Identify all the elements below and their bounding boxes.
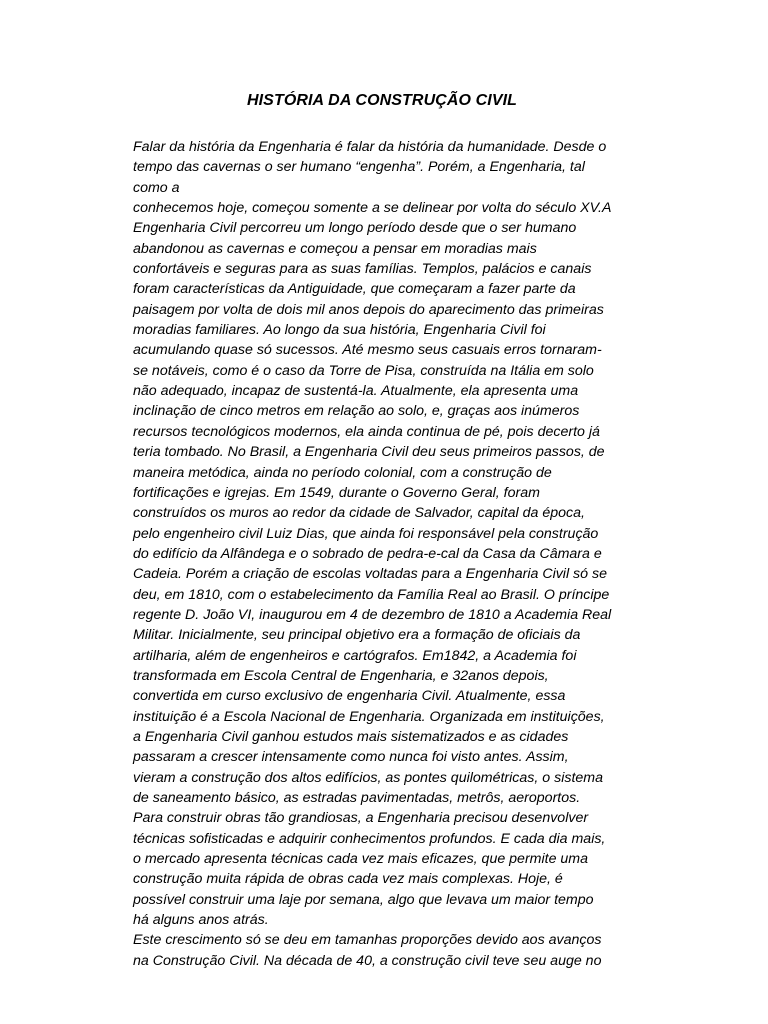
text-line: vieram a construção dos altos edifícios, as pontes quilométricas, o sistema bbox=[133, 769, 603, 786]
text-line: Falar da história da Engenharia é falar da história da humanidade. Desde o bbox=[133, 139, 607, 155]
text-line: confortáveis e seguras para as suas famílias. Templos, palácios e canais bbox=[133, 261, 592, 278]
text-line: não adequado, incapaz de sustentá-la. Atualmente, ela apresenta uma bbox=[133, 383, 579, 400]
text-line: teria tombado. No Brasil, a Engenharia Civil deu seus primeiros passos, de bbox=[133, 444, 605, 461]
text-line: Para construir obras tão grandiosas, a Engenharia precisou desenvolver bbox=[133, 810, 589, 827]
text-line: tempo das cavernas o ser humano “engenha”. Porém, a Engenharia, tal bbox=[133, 159, 585, 176]
text-line: como a bbox=[133, 179, 180, 196]
text-line: Cadeia. Porém a criação de escolas voltadas para a Engenharia Civil só se bbox=[133, 566, 607, 583]
text-line: Militar. Inicialmente, seu principal objetivo era a formação de oficiais da bbox=[133, 627, 581, 644]
text-line: fortificações e igrejas. Em 1549, durante o Governo Geral, foram bbox=[133, 484, 540, 501]
text-line: técnicas sofisticadas e adquirir conhecimentos profundos. E cada dia mais, bbox=[133, 830, 606, 847]
text-line: inclinação de cinco metros em relação ao solo, e, graças aos inúmeros bbox=[133, 403, 580, 420]
text-line: Engenharia Civil percorreu um longo período desde que o ser humano bbox=[133, 220, 577, 237]
text-line: deu, em 1810, com o estabelecimento da Família Real ao Brasil. O príncipe bbox=[133, 586, 610, 603]
text-line: na Construção Civil. Na década de 40, a construção civil teve seu auge no bbox=[133, 952, 602, 969]
document-title: HISTÓRIA DA CONSTRUÇÃO CIVIL bbox=[246, 92, 518, 109]
text-line: artilharia, além de engenheiros e cartógrafos. Em1842, a Academia foi bbox=[133, 647, 577, 664]
text-line: o mercado apresenta técnicas cada vez mais eficazes, que permite uma bbox=[133, 851, 589, 868]
text-line: recursos tecnológicos modernos, ela ainda continua de pé, pois decerto já bbox=[133, 423, 600, 440]
text-line: se notáveis, como é o caso da Torre de Pisa, construída na Itália em solo bbox=[133, 362, 594, 379]
text-line: pelo engenheiro civil Luiz Dias, que ainda foi responsável pela construção bbox=[133, 525, 599, 542]
text-line: maneira metódica, ainda no período colonial, com a construção de bbox=[133, 464, 552, 481]
text-line: moradias familiares. Ao longo da sua história, Engenharia Civil foi bbox=[133, 322, 546, 339]
text-line: convertida em curso exclusivo de engenharia Civil. Atualmente, essa bbox=[133, 688, 566, 705]
text-line: foram características da Antiguidade, que começaram a fazer parte da bbox=[133, 281, 576, 298]
text-line: possível construir uma laje por semana, algo que levava um maior tempo bbox=[133, 891, 594, 908]
text-line: instituição é a Escola Nacional de Engenharia. Organizada em instituições, bbox=[133, 708, 605, 725]
text-line: paisagem por volta de dois mil anos depois do aparecimento das primeiras bbox=[133, 301, 604, 318]
text-line: abandonou as cavernas e começou a pensar em moradias mais bbox=[133, 240, 537, 257]
document-body bbox=[133, 137, 673, 971]
text-line: a Engenharia Civil ganhou estudos mais sistematizados e as cidades bbox=[133, 728, 569, 745]
text-line: Este crescimento só se deu em tamanhas proporções devido aos avanços bbox=[133, 932, 602, 949]
text-line: regente D. João VI, inaugurou em 4 de dezembro de 1810 a Academia Real bbox=[133, 606, 612, 623]
text-line: conhecemos hoje, começou somente a se delinear por volta do século XV.A bbox=[133, 200, 612, 217]
text-line: passaram a crescer intensamente como nunca foi visto antes. Assim, bbox=[133, 749, 569, 766]
text-line: do edifício da Alfândega e o sobrado de pedra-e-cal da Casa da Câmara e bbox=[133, 545, 602, 562]
text-line: acumulando quase só sucessos. Até mesmo seus casuais erros tornaram- bbox=[133, 342, 602, 359]
text-line: há alguns anos atrás. bbox=[133, 912, 269, 929]
text-line: construídos os muros ao redor da cidade de Salvador, capital da época, bbox=[133, 505, 585, 522]
text-line: de saneamento básico, as estradas pavimentadas, metrôs, aeroportos. bbox=[133, 790, 581, 806]
text-line: construção muita rápida de obras cada vez mais complexas. Hoje, é bbox=[133, 871, 563, 888]
text-line: transformada em Escola Central de Engenharia, e 32anos depois, bbox=[133, 667, 549, 684]
